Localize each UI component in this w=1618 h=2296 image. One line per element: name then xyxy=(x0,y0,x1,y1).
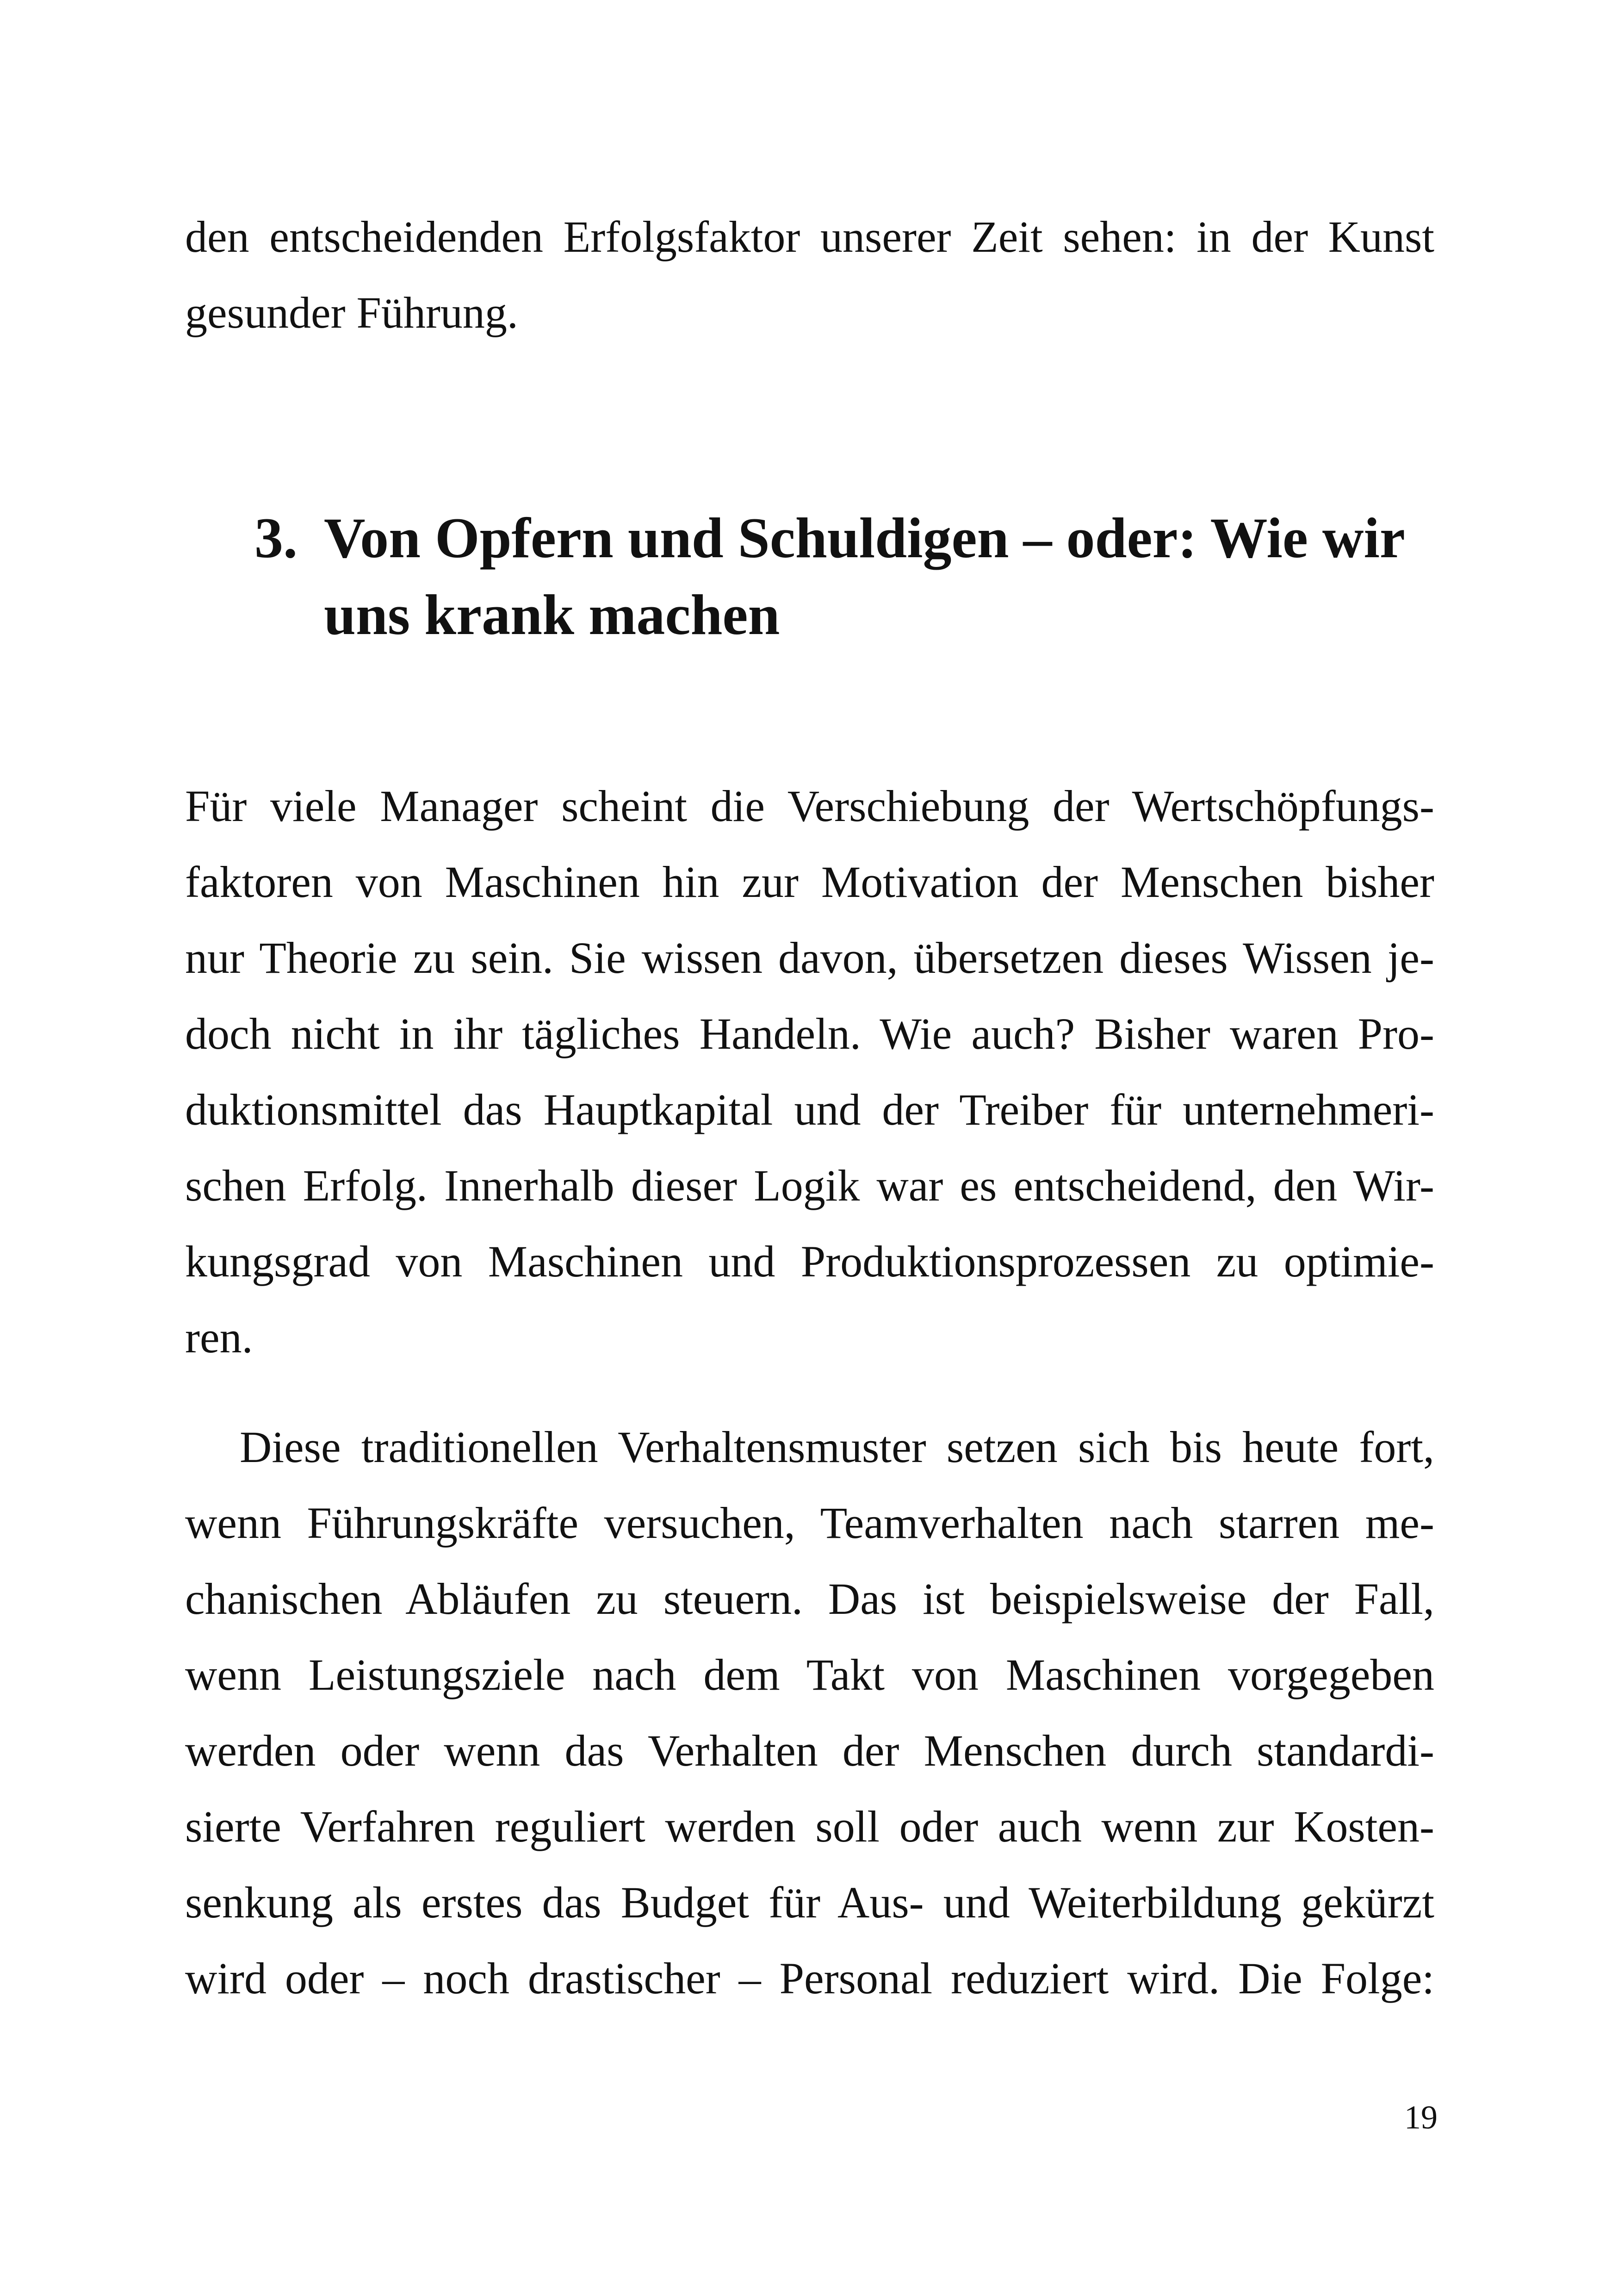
text-line: doch nicht in ihr tägliches Handeln. Wie auch? Bisher waren Pro- xyxy=(185,1009,1434,1058)
text-line: wenn Leistungsziele nach dem Takt von Maschinen vorgegeben xyxy=(185,1650,1434,1699)
body-paragraph xyxy=(185,1409,1434,2016)
page-number: 19 xyxy=(1404,2099,1438,2136)
section-title-line: uns krank machen xyxy=(324,583,780,647)
section-title xyxy=(324,500,1457,653)
text-line: werden oder wenn das Verhalten der Menschen durch standardi- xyxy=(185,1726,1434,1775)
text-line: gesunder Führung. xyxy=(185,288,518,337)
text-line: duktionsmittel das Hauptkapital und der Treiber für unternehmeri- xyxy=(185,1085,1434,1134)
text-line: ren. xyxy=(185,1313,253,1362)
text-line: Diese traditionellen Verhaltensmuster setzen sich bis heute fort, xyxy=(240,1422,1434,1472)
text-line: schen Erfolg. Innerhalb dieser Logik war es entscheidend, den Wir- xyxy=(185,1161,1434,1210)
section-number: 3. xyxy=(254,506,298,570)
body-paragraph xyxy=(185,768,1434,1375)
text-line: chanischen Abläufen zu steuern. Das ist beispielsweise der Fall, xyxy=(185,1574,1434,1624)
text-line: nur Theorie zu sein. Sie wissen davon, übersetzen dieses Wissen je- xyxy=(185,933,1434,983)
text-line: sierte Verfahren reguliert werden soll oder auch wenn zur Kosten- xyxy=(185,1802,1434,1851)
text-line: faktoren von Maschinen hin zur Motivation der Menschen bisher xyxy=(185,857,1434,907)
text-line: senkung als erstes das Budget für Aus- und Weiterbildung gekürzt xyxy=(185,1878,1434,1927)
section-title-line: Von Opfern und Schuldigen – oder: Wie wir xyxy=(324,506,1405,570)
intro-paragraph xyxy=(185,199,1434,351)
text-line: den entscheidenden Erfolgsfaktor unserer Zeit sehen: in der Kunst xyxy=(185,212,1434,261)
section-heading xyxy=(254,500,1457,653)
text-line: kungsgrad von Maschinen und Produktionsprozessen zu optimie- xyxy=(185,1237,1434,1286)
text-line: wenn Führungskräfte versuchen, Teamverhalten nach starren me- xyxy=(185,1498,1434,1548)
text-line: wird oder – noch drastischer – Personal reduziert wird. Die Folge: xyxy=(185,1954,1434,2003)
text-line: Für viele Manager scheint die Verschiebung der Wertschöpfungs- xyxy=(185,781,1434,831)
